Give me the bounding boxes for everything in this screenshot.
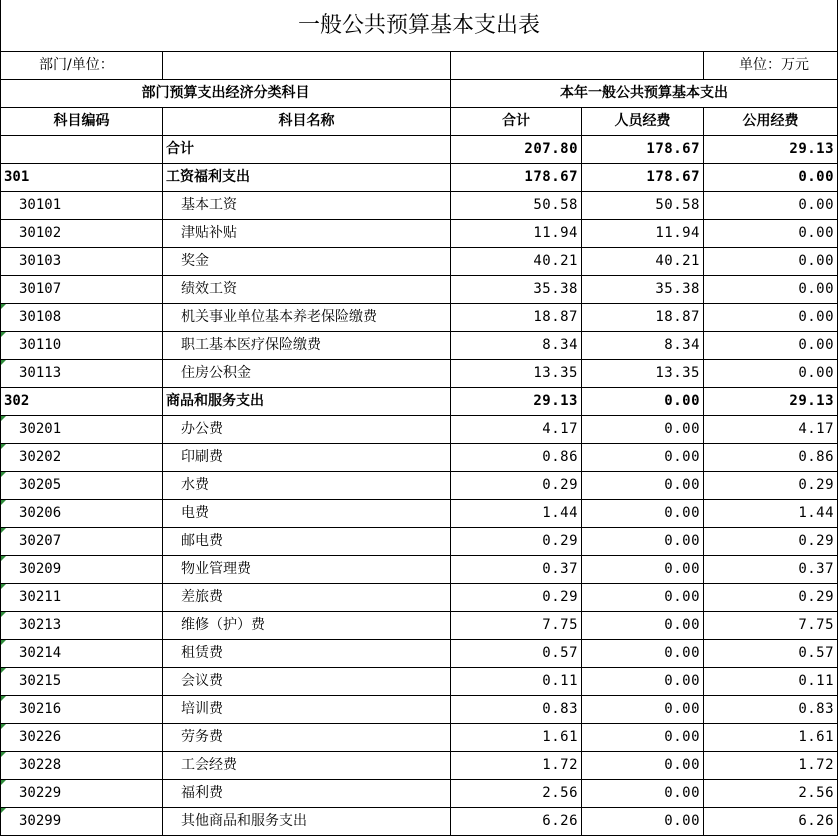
row-name: 绩效工资 [163, 275, 451, 303]
row-public: 6.26 [704, 807, 838, 835]
row-total: 0.11 [451, 667, 582, 695]
row-public: 0.11 [704, 667, 838, 695]
table-row [1, 275, 838, 303]
table-row [1, 499, 838, 527]
row-code: 30213 [1, 611, 163, 639]
row-total: 0.29 [451, 471, 582, 499]
row-public: 0.00 [704, 275, 838, 303]
table-row [1, 387, 838, 415]
total-code-cell[interactable] [1, 135, 163, 163]
row-code: 30226 [1, 723, 163, 751]
row-name: 基本工资 [163, 191, 451, 219]
row-name: 机关事业单位基本养老保险缴费 [163, 303, 451, 331]
row-name: 劳务费 [163, 723, 451, 751]
row-code: 30206 [1, 499, 163, 527]
col-header-name: 科目名称 [163, 107, 451, 135]
row-name: 维修（护）费 [163, 611, 451, 639]
col-header-total: 合计 [451, 107, 582, 135]
total-name: 合计 [163, 135, 451, 163]
row-total: 13.35 [451, 359, 582, 387]
row-total: 29.13 [451, 387, 582, 415]
row-name: 职工基本医疗保险缴费 [163, 331, 451, 359]
row-code: 30209 [1, 555, 163, 583]
row-total: 18.87 [451, 303, 582, 331]
row-name: 印刷费 [163, 443, 451, 471]
row-code: 30102 [1, 219, 163, 247]
row-name: 电费 [163, 499, 451, 527]
row-personnel: 0.00 [582, 667, 704, 695]
row-name: 物业管理费 [163, 555, 451, 583]
row-personnel: 0.00 [582, 723, 704, 751]
table-row [1, 639, 838, 667]
row-code: 30299 [1, 807, 163, 835]
row-code: 30103 [1, 247, 163, 275]
row-code: 30101 [1, 191, 163, 219]
row-total: 4.17 [451, 415, 582, 443]
row-personnel: 0.00 [582, 751, 704, 779]
row-total: 1.44 [451, 499, 582, 527]
row-total: 1.72 [451, 751, 582, 779]
blank-cell[interactable] [451, 51, 704, 79]
row-public: 7.75 [704, 611, 838, 639]
row-personnel: 0.00 [582, 611, 704, 639]
total-public: 29.13 [704, 135, 838, 163]
row-total: 0.29 [451, 527, 582, 555]
row-personnel: 0.00 [582, 807, 704, 835]
row-public: 0.00 [704, 303, 838, 331]
table-row [1, 667, 838, 695]
row-personnel: 178.67 [582, 163, 704, 191]
row-public: 0.29 [704, 471, 838, 499]
row-total: 178.67 [451, 163, 582, 191]
total-total: 207.80 [451, 135, 582, 163]
row-total: 0.29 [451, 583, 582, 611]
row-code: 30107 [1, 275, 163, 303]
row-personnel: 0.00 [582, 387, 704, 415]
row-code: 30108 [1, 303, 163, 331]
row-personnel: 0.00 [582, 779, 704, 807]
row-name: 福利费 [163, 779, 451, 807]
row-public: 4.17 [704, 415, 838, 443]
row-total: 1.61 [451, 723, 582, 751]
row-personnel: 40.21 [582, 247, 704, 275]
table-title: 一般公共预算基本支出表 [1, 0, 838, 51]
row-name: 培训费 [163, 695, 451, 723]
row-code: 30214 [1, 639, 163, 667]
row-name: 奖金 [163, 247, 451, 275]
row-personnel: 0.00 [582, 443, 704, 471]
row-total: 8.34 [451, 331, 582, 359]
row-personnel: 0.00 [582, 555, 704, 583]
row-name: 工会经费 [163, 751, 451, 779]
table-row [1, 331, 838, 359]
row-public: 0.00 [704, 331, 838, 359]
row-name: 租赁费 [163, 639, 451, 667]
table-row [1, 471, 838, 499]
row-code: 301 [1, 163, 163, 191]
row-code: 30207 [1, 527, 163, 555]
table-row [1, 695, 838, 723]
group-header-classification: 部门预算支出经济分类科目 [1, 79, 451, 107]
row-total: 2.56 [451, 779, 582, 807]
row-public: 1.72 [704, 751, 838, 779]
row-code: 30202 [1, 443, 163, 471]
row-name: 邮电费 [163, 527, 451, 555]
total-row [1, 135, 838, 163]
total-personnel: 178.67 [582, 135, 704, 163]
row-code: 30211 [1, 583, 163, 611]
row-total: 50.58 [451, 191, 582, 219]
row-public: 0.57 [704, 639, 838, 667]
col-header-code: 科目编码 [1, 107, 163, 135]
table-row [1, 723, 838, 751]
table-row [1, 303, 838, 331]
row-public: 0.00 [704, 219, 838, 247]
table-row [1, 359, 838, 387]
row-public: 0.83 [704, 695, 838, 723]
row-personnel: 0.00 [582, 415, 704, 443]
unit-label: 单位：万元 [704, 51, 838, 79]
dept-label: 部门/单位： [1, 51, 163, 79]
row-public: 0.29 [704, 527, 838, 555]
row-name: 会议费 [163, 667, 451, 695]
row-code: 30201 [1, 415, 163, 443]
row-name: 办公费 [163, 415, 451, 443]
row-public: 0.00 [704, 359, 838, 387]
row-name: 商品和服务支出 [163, 387, 451, 415]
row-personnel: 0.00 [582, 499, 704, 527]
row-personnel: 11.94 [582, 219, 704, 247]
row-public: 2.56 [704, 779, 838, 807]
table-row [1, 751, 838, 779]
row-code: 30205 [1, 471, 163, 499]
table-row [1, 443, 838, 471]
row-personnel: 18.87 [582, 303, 704, 331]
row-public: 29.13 [704, 387, 838, 415]
table-row [1, 191, 838, 219]
table-row [1, 527, 838, 555]
table-row [1, 163, 838, 191]
row-name: 住房公积金 [163, 359, 451, 387]
table-row [1, 219, 838, 247]
row-code: 30113 [1, 359, 163, 387]
row-personnel: 0.00 [582, 695, 704, 723]
row-public: 0.00 [704, 191, 838, 219]
row-total: 0.86 [451, 443, 582, 471]
dept-value-cell[interactable] [163, 51, 451, 79]
row-name: 工资福利支出 [163, 163, 451, 191]
row-total: 7.75 [451, 611, 582, 639]
table-row [1, 247, 838, 275]
row-public: 0.29 [704, 583, 838, 611]
col-header-personnel: 人员经费 [582, 107, 704, 135]
row-personnel: 0.00 [582, 471, 704, 499]
row-code: 30215 [1, 667, 163, 695]
row-name: 其他商品和服务支出 [163, 807, 451, 835]
row-total: 0.37 [451, 555, 582, 583]
row-total: 0.57 [451, 639, 582, 667]
row-public: 0.00 [704, 247, 838, 275]
row-personnel: 50.58 [582, 191, 704, 219]
col-header-public: 公用经费 [704, 107, 838, 135]
table-row [1, 415, 838, 443]
table-row [1, 611, 838, 639]
row-personnel: 35.38 [582, 275, 704, 303]
row-public: 1.61 [704, 723, 838, 751]
table-row [1, 555, 838, 583]
row-code: 30216 [1, 695, 163, 723]
row-code: 30229 [1, 779, 163, 807]
group-header-expenditure: 本年一般公共预算基本支出 [451, 79, 838, 107]
row-personnel: 13.35 [582, 359, 704, 387]
row-total: 11.94 [451, 219, 582, 247]
table-row [1, 779, 838, 807]
row-code: 30110 [1, 331, 163, 359]
row-public: 0.37 [704, 555, 838, 583]
row-public: 0.86 [704, 443, 838, 471]
row-name: 差旅费 [163, 583, 451, 611]
row-code: 30228 [1, 751, 163, 779]
row-personnel: 0.00 [582, 583, 704, 611]
row-total: 35.38 [451, 275, 582, 303]
row-name: 津贴补贴 [163, 219, 451, 247]
row-total: 6.26 [451, 807, 582, 835]
row-public: 1.44 [704, 499, 838, 527]
row-personnel: 8.34 [582, 331, 704, 359]
row-public: 0.00 [704, 163, 838, 191]
table-row [1, 807, 838, 835]
row-personnel: 0.00 [582, 639, 704, 667]
row-total: 40.21 [451, 247, 582, 275]
row-total: 0.83 [451, 695, 582, 723]
table-row [1, 583, 838, 611]
row-personnel: 0.00 [582, 527, 704, 555]
row-name: 水费 [163, 471, 451, 499]
row-code: 302 [1, 387, 163, 415]
